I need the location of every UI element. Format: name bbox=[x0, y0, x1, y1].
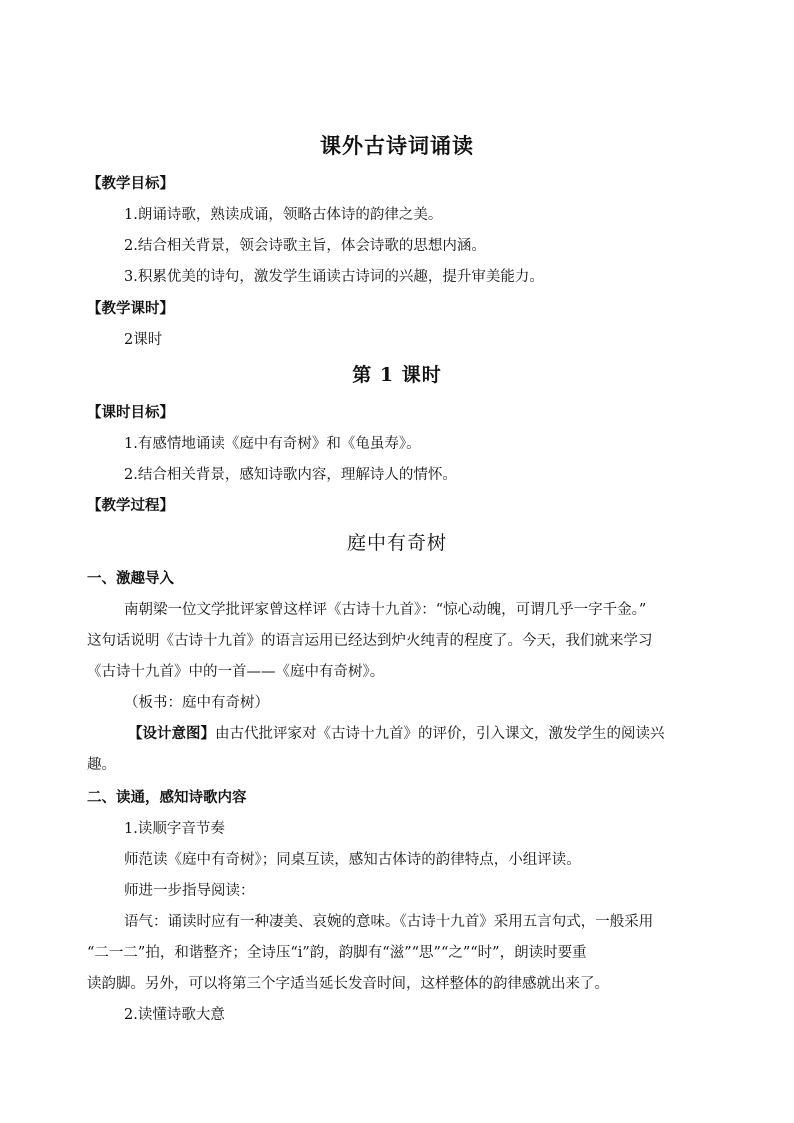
lesson-goal-item-1: 1.有感情地诵读《庭中有奇树》和《龟虽寿》。 bbox=[124, 436, 421, 452]
goal-item-1: 1.朗诵诗歌，熟读成诵，领略古体诗的韵律之美。 bbox=[124, 207, 443, 223]
board-note: （板书：庭中有奇树） bbox=[124, 695, 269, 711]
section-1-heading: 一、激趣导入 bbox=[87, 570, 174, 587]
lesson-goals-heading: 【课时目标】 bbox=[87, 404, 174, 421]
step-2-label: 2.读懂诗歌大意 bbox=[124, 1007, 225, 1023]
section-1-para-line-1: 南朝梁一位文学批评家曾这样评《古诗十九首》：“惊心动魄，可谓几乎一字千金。” bbox=[124, 602, 647, 618]
section-1-para-line-3: 《古诗十九首》中的一首——《庭中有奇树》。 bbox=[87, 664, 385, 680]
document-title: 课外古诗词诵读 bbox=[320, 133, 474, 158]
tone-line-2: “二一二”拍，和谐整齐；全诗压“i”韵，韵脚有“滋”“思”“之”“时”，朗读时要重 bbox=[87, 945, 587, 961]
design-intent-text: 由古代批评家对《古诗十九首》的评价，引入课文，激发学生的阅读兴 bbox=[215, 726, 665, 742]
tone-line-3: 读韵脚。另外，可以将第三个字适当延长发音时间，这样整体的韵律感就出来了。 bbox=[87, 976, 609, 992]
goal-item-3: 3.积累优美的诗句，激发学生诵读古诗词的兴趣，提升审美能力。 bbox=[124, 269, 544, 285]
tone-line-1: 语气：诵读时应有一种凄美、哀婉的意味。《古诗十九首》采用五言句式，一般采用 bbox=[124, 914, 654, 930]
goal-item-2: 2.结合相关背景，领会诗歌主旨，体会诗歌的思想内涵。 bbox=[124, 238, 486, 254]
teaching-goals-heading: 【教学目标】 bbox=[87, 175, 174, 192]
lesson-title: 第 1 课时 bbox=[352, 364, 442, 386]
step-1-text: 师范读《庭中有奇树》；同桌互读，感知古体诗的韵律特点，小组评读。 bbox=[124, 852, 581, 868]
section-2-heading: 二、读通，感知诗歌内容 bbox=[87, 789, 247, 806]
guide-text: 师进一步指导阅读： bbox=[124, 883, 255, 899]
poem-title: 庭中有奇树 bbox=[346, 532, 447, 554]
lesson-goal-item-2: 2.结合相关背景，感知诗歌内容，理解诗人的情怀。 bbox=[124, 467, 457, 483]
design-intent-line bbox=[128, 722, 728, 743]
design-intent-text-continued: 趣。 bbox=[87, 757, 116, 773]
design-intent-label: 【设计意图】 bbox=[128, 725, 215, 742]
teaching-hours-value: 2课时 bbox=[124, 332, 163, 348]
section-1-para-line-2: 这句话说明《古诗十九首》的语言运用已经达到炉火纯青的程度了。今天，我们就来学习 bbox=[87, 633, 653, 649]
teaching-process-heading: 【教学过程】 bbox=[87, 497, 174, 514]
step-1-label: 1.读顺字音节奏 bbox=[124, 821, 225, 837]
teaching-hours-heading: 【教学课时】 bbox=[87, 300, 174, 317]
